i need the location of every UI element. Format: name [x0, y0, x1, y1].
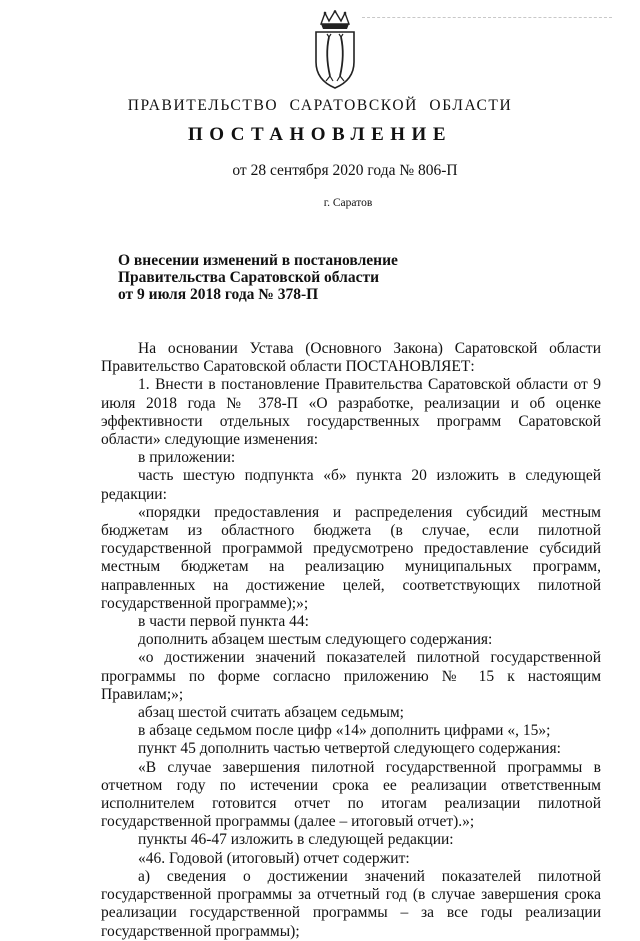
body-paragraph: дополнить абзацем шестым следующего содержания: [138, 631, 493, 649]
body-paragraph: На основании Устава (Основного Закона) Саратовской области Правительство Саратовской области ПОСТАНОВЛЯЕТ: [101, 340, 601, 376]
subject-line: от 9 июля 2018 года № 378-П [118, 286, 319, 303]
body-paragraph: пункты 46-47 изложить в следующей редакции: [138, 831, 454, 849]
document-type: ПОСТАНОВЛЕНИЕ [187, 124, 453, 145]
body-paragraph: «46. Годовой (итоговый) отчет содержит: [138, 849, 410, 867]
body-paragraph: в абзаце седьмом после цифр «14» дополнить цифрами «, 15»; [138, 722, 551, 740]
body-paragraph: часть шестую подпункта «б» пункта 20 изложить в следующей редакции: [101, 467, 601, 503]
document-place: г. Саратов [323, 197, 373, 209]
document-subject [118, 252, 478, 303]
body-paragraph: «В случае завершения пилотной государственной программы в отчетном году по истечении срока ее реализации ответственным исполнителем готовится отчет по итогам реализации пилотной государственной программы (далее – итоговый отчет).»; [101, 758, 601, 831]
body-paragraph: в части первой пункта 44: [138, 613, 309, 631]
subject-line: О внесении изменений в постановление [118, 252, 398, 269]
document-date-number: от 28 сентября 2020 года № 806-П [232, 162, 458, 179]
government-title: ПРАВИТЕЛЬСТВО САРАТОВСКОЙ ОБЛАСТИ [127, 97, 513, 114]
body-paragraph: абзац шестой считать абзацем седьмым; [138, 704, 404, 722]
body-paragraph: «порядки предоставления и распределения субсидий местным бюджетам из областного бюджета (в случае, если пилотной государственной программой предусмотрено предоставление субсидий местным бюджетам на реализацию муниципальных программ, направленных на достижение целей, соответствующих пилотной государственной программе);»; [101, 503, 601, 612]
document-body [101, 340, 601, 941]
body-paragraph: «о достижении значений показателей пилотной государственной программы по форме согласно приложению № 15 к настоящим Правилам;»; [101, 649, 601, 703]
body-paragraph: а) сведения о достижении значений показателей пилотной государственной программы за отчетный год (в случае завершения срока реализации государственной программы – за все годы реализации государственной программы); [101, 867, 601, 940]
subject-line: Правительства Саратовской области [118, 269, 379, 286]
body-paragraph: в приложении: [138, 449, 236, 467]
body-paragraph: 1. Внести в постановление Правительства Саратовской области от 9 июля 2018 года № 378-П «О разработке, реализации и об оценке эффективности отдельных государственных программ Саратовской области» следующие изменения: [101, 376, 601, 449]
scan-artifact-line [362, 17, 612, 18]
coat-of-arms-icon [312, 10, 358, 90]
body-paragraph: пункт 45 дополнить частью четвертой следующего содержания: [138, 740, 561, 758]
